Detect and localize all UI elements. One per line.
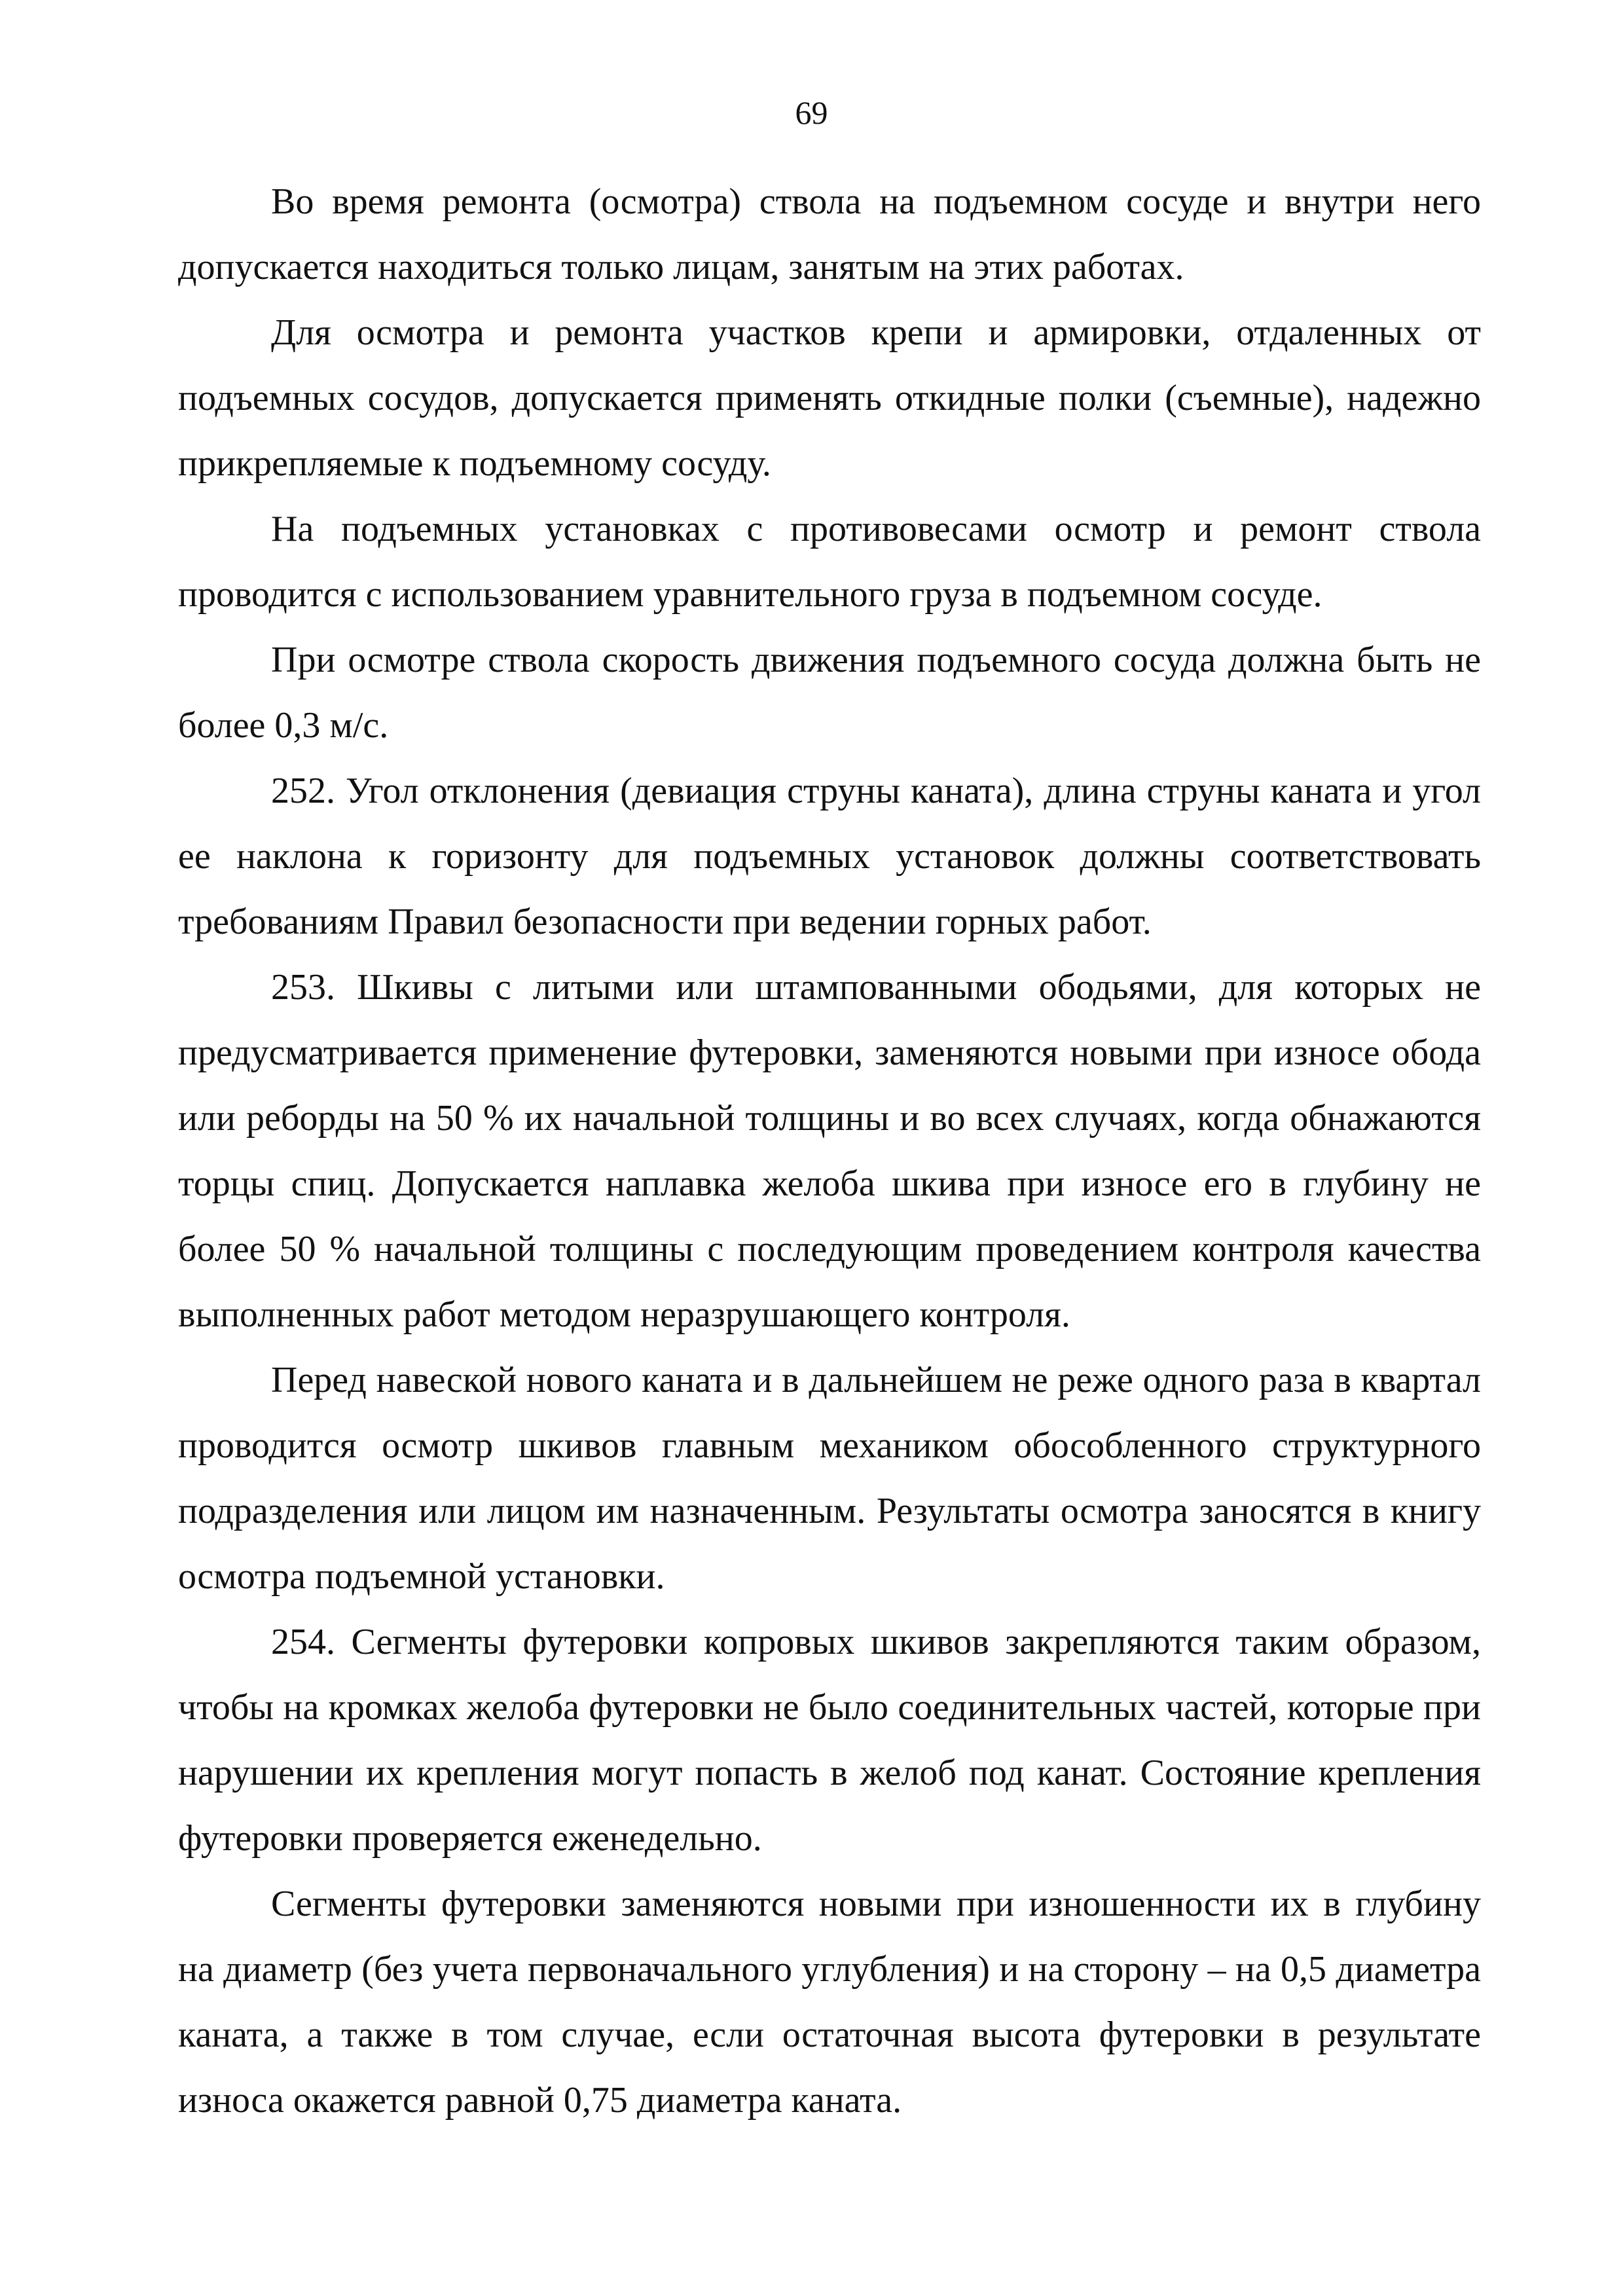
paragraph: На подъемных установках с противовесами осмотр и ремонт ствола проводится с использованием уравнительного груза в подъемном сосуде. [178,509,1481,615]
paragraph: Перед навеской нового каната и в дальнейшем не реже одного раза в квартал проводится осмотр шкивов главным механиком обособленного структурного подразделения или лицом им назначенным. Результаты осмотра заносятся в книгу осмотра подъемной установки. [178,1360,1481,1597]
paragraph: При осмотре ствола скорость движения подъемного сосуда должна быть не более 0,3 м/с. [178,640,1481,746]
document-body [178,169,1481,2133]
paragraph: 252. Угол отклонения (девиация струны каната), длина струны каната и угол ее наклона к горизонту для подъемных установок должны соответствовать требованиям Правил безопасности при ведении горных работ. [178,771,1481,942]
paragraph: Сегменты футеровки заменяются новыми при изношенности их в глубину на диаметр (без учета первоначального углубления) и на сторону – на 0,5 диаметра каната, а также в том случае, если остаточная высота футеровки в результате износа окажется равной 0,75 диаметра каната. [178,1884,1481,2121]
paragraph: Для осмотра и ремонта участков крепи и армировки, отдаленных от подъемных сосудов, допускается применять откидные полки (съемные), надежно прикрепляемые к подъемному сосуду. [178,312,1481,484]
paragraph: Во время ремонта (осмотра) ствола на подъемном сосуде и внутри него допускается находиться только лицам, занятым на этих работах. [178,181,1481,287]
paragraph: 254. Сегменты футеровки копровых шкивов закрепляются таким образом, чтобы на кромках желоба футеровки не было соединительных частей, которые при нарушении их крепления могут попасть в желоб под канат. Состояние крепления футеровки проверяется еженедельно. [178,1622,1481,1859]
paragraph: 253. Шкивы с литыми или штампованными ободьями, для которых не предусматривается применение футеровки, заменяются новыми при износе обода или реборды на 50 % их начальной толщины и во всех случаях, когда обнажаются торцы спиц. Допускается наплавка желоба шкива при износе его в глубину не более 50 % начальной толщины с последующим проведением контроля качества выполненных работ методом неразрушающего контроля. [178,967,1481,1335]
page-number: 69 [795,94,828,131]
